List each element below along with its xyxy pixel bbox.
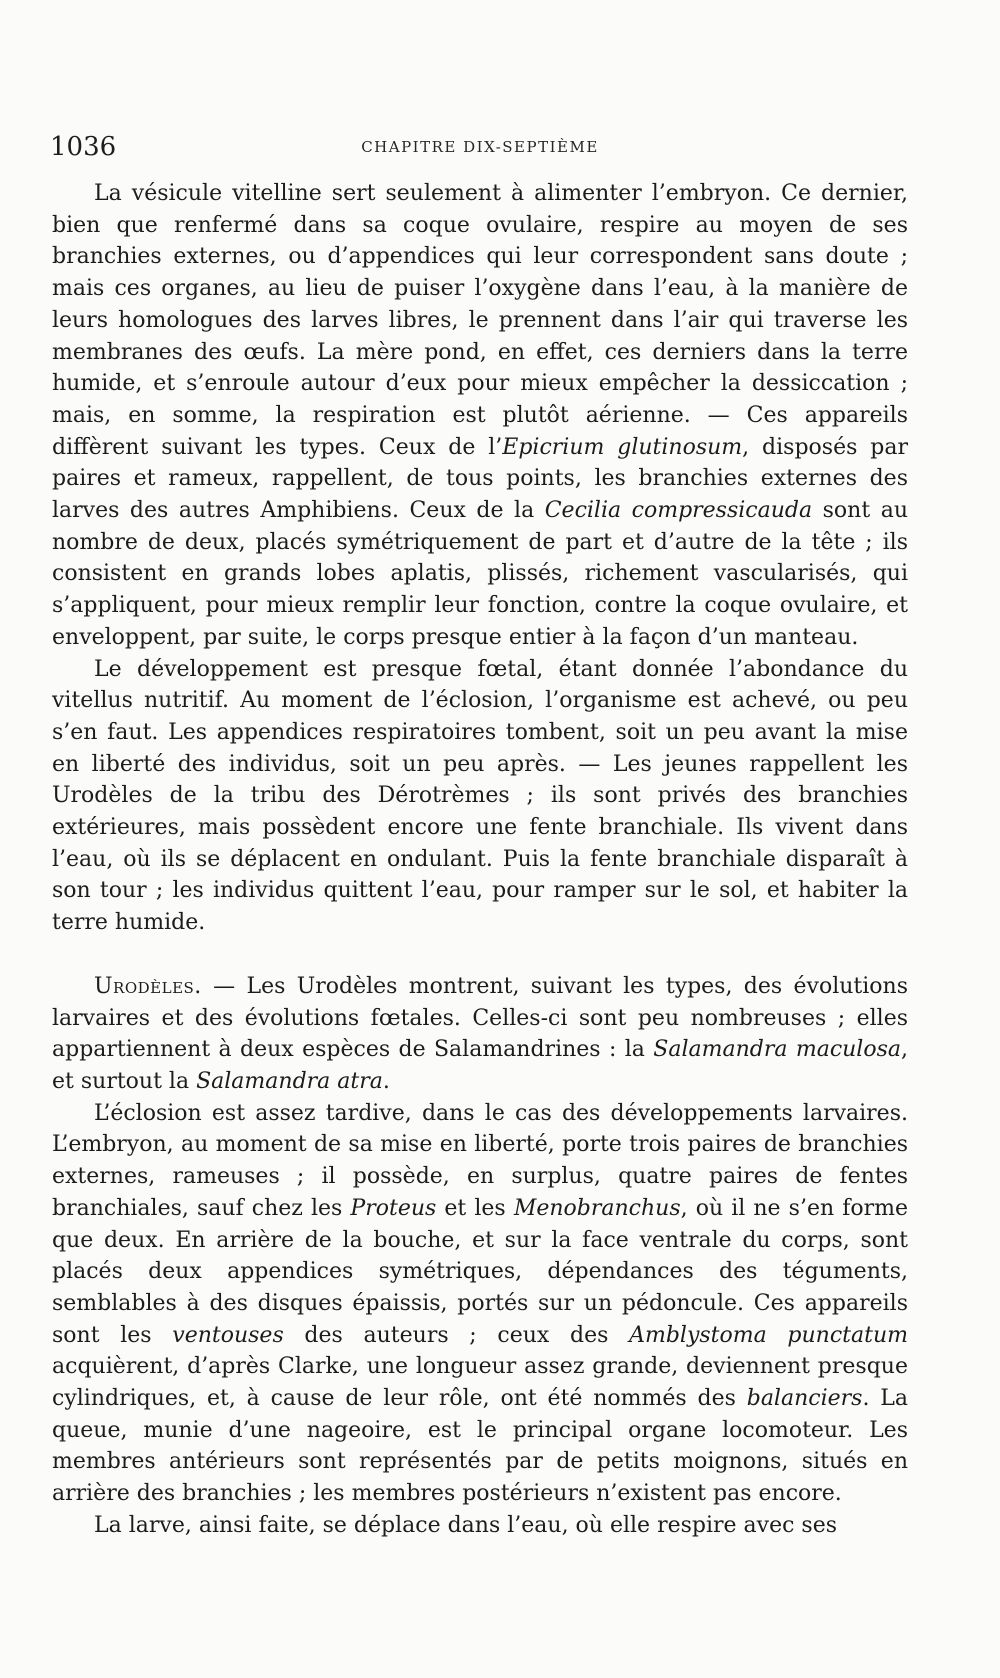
italic-species: Salamandra atra xyxy=(196,1068,383,1094)
page-number: 1036 xyxy=(50,132,117,162)
italic-term: ventouses xyxy=(172,1322,284,1348)
italic-species: Menobranchus xyxy=(513,1195,681,1221)
text-span: des auteurs ; ceux des xyxy=(283,1322,630,1348)
italic-species: Amblystoma punctatum xyxy=(629,1322,908,1348)
text-span: acquièrent, d’après Clarke, une longueur assez grande, deviennent presque cylindriques, et, à cause de leur rôle, ont été nommés des xyxy=(52,1354,908,1412)
text-span: sont au nombre de deux, placés symétriquement de part et d’autre de la tête ; ils consistent en grands lobes aplatis, plissés, richement vascularisés, qui s’appliquent, pour mieux remplir leur fonction, contre la coque ovulaire, et enveloppent, par suite, le corps presque entier à la façon d’un manteau. xyxy=(52,498,908,650)
text-span: . La queue, munie d’une nageoire, est le principal organe locomoteur. Les membres antérieurs sont représentés par de petits moignons, situés en arrière des branchies ; les membres postérieurs n’existent pas encore. xyxy=(52,1386,908,1507)
paragraph-larve: La larve, ainsi faite, se déplace dans l’eau, où elle respire avec ses xyxy=(94,1512,838,1538)
italic-species: Proteus xyxy=(350,1195,437,1221)
text-span: , disposés par paires et rameux, rappellent, de tous points, les branchies externes des larves des autres Amphibiens. Ceux de la xyxy=(52,434,908,524)
text-span: , où il ne s’en forme que deux. En arrière de la bouche, et sur la face ventrale du corps, sont placés deux appendices symétriques, dépendances des téguments, semblables à des disques épaissis, portés sur un pédoncule. Ces appareils sont les xyxy=(52,1195,909,1348)
text-span: . xyxy=(382,1068,390,1094)
text-span: La vésicule vitelline sert seulement à alimenter l’embryon. Ce dernier, bien que renfermé dans sa coque ovulaire, respire au moyen de ses branchies externes, ou d’appendices qui leur correspondent sans doute ; mais ces organes, au lieu de puiser l’oxygène dans l’eau, à la manière de leurs homologues des larves libres, le prennent dans l’air qui traverse les membranes des œufs. La mère pond, en effet, ces derniers dans la terre humide, et s’enroule autour d’eux pour mieux empêcher la dessiccation ; mais, en somme, la respiration est plutôt aérienne. — Ces appareils diffèrent suivant les types. Ceux de l’ xyxy=(52,181,908,460)
section-heading: Urodèles. xyxy=(94,973,202,999)
running-head: CHAPITRE DIX-SEPTIÈME xyxy=(361,138,599,156)
text-span: et les xyxy=(436,1195,514,1221)
paragraph-urodeles xyxy=(52,971,908,1098)
paragraph-vesicule xyxy=(52,178,908,654)
text-span: — Les Urodèles montrent, suivant les types, des évolutions larvaires et des évolutions fœtales. Celles-ci sont peu nombreuses ; elles appartiennent à deux espèces de Salamandrines : la xyxy=(52,973,908,1063)
italic-species: Salamandra maculosa xyxy=(653,1037,901,1063)
text-span: L’éclosion est assez tardive, dans le cas des développements larvaires. L’embryon, au moment de sa mise en liberté, porte trois paires de branchies externes, rameuses ; il possède, en surplus, quatre paires de fentes branchiales, sauf chez les xyxy=(52,1100,908,1221)
paragraph-developpement: Le développement est presque fœtal, étant donnée l’abondance du vitellus nutritif. Au moment de l’éclosion, l’organisme est achevé, ou peu s’en faut. Les appendices respiratoires tombent, soit un peu avant la mise en liberté des individus, soit un peu après. — Les jeunes rappellent les Urodèles de la tribu des Dérotrèmes ; ils sont privés des branchies extérieures, mais possèdent encore une fente branchiale. Ils vivent dans l’eau, où ils se déplacent en ondulant. Puis la fente branchiale disparaît à son tour ; les individus quittent l’eau, pour ramper sur le sol, et habiter la terre humide. xyxy=(52,656,908,936)
page-body xyxy=(52,178,908,1542)
italic-species: Cecilia compressicauda xyxy=(544,498,813,524)
text-span: , et surtout la xyxy=(52,1037,908,1094)
page-header xyxy=(50,132,910,164)
italic-term: balanciers xyxy=(746,1386,863,1412)
italic-species: Epicrium glutinosum xyxy=(502,434,743,460)
paragraph-eclosion xyxy=(52,1098,908,1510)
